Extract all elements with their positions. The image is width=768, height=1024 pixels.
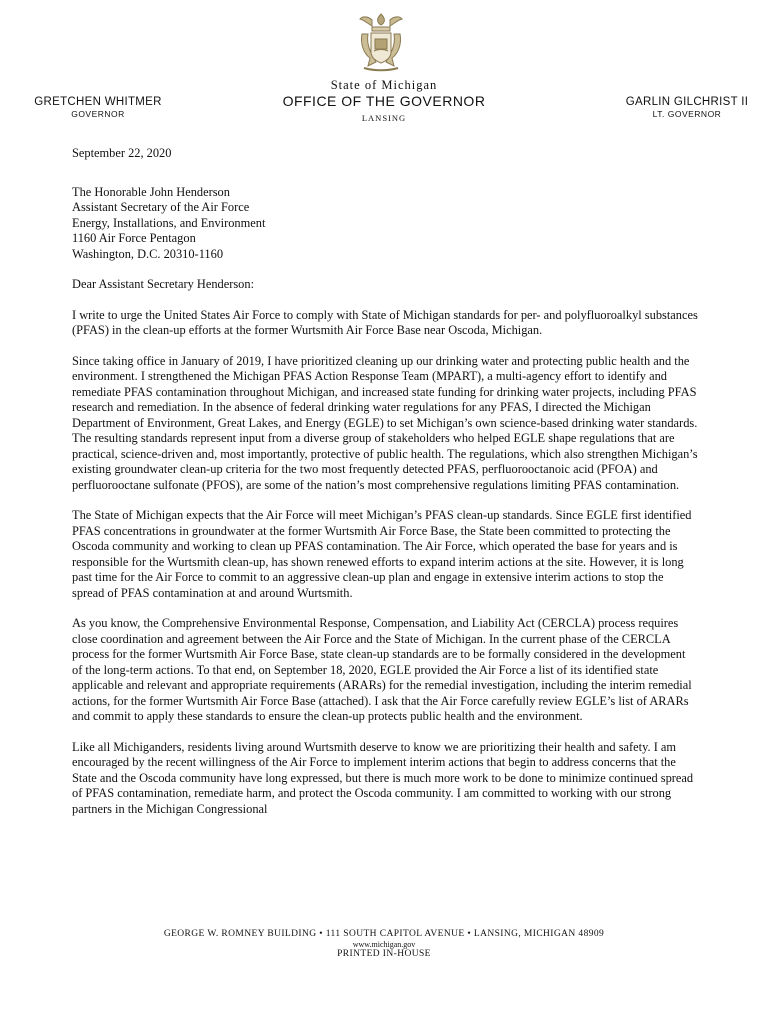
footer-printed: PRINTED IN-HOUSE	[337, 949, 431, 959]
letterhead-state: State of Michigan	[330, 78, 438, 92]
recipient-line: 1160 Air Force Pentagon	[72, 231, 196, 245]
letter-footer	[0, 929, 768, 959]
recipient-line: Energy, Installations, and Environment	[72, 215, 266, 230]
letterhead-city: LANSING	[361, 113, 407, 123]
michigan-state-seal-icon	[350, 10, 412, 72]
body-paragraph: The State of Michigan expects that the Air Force will meet Michigan’s PFAS clean-up standards. Since EGLE first identified PFAS concentrations in groundwater at the former Wurtsmith Air Force Base, the State been committed to protecting the Oscoda community and working to clean up PFAS contamination. The Air Force, which operated the base for years and is responsible for the Wurtsmith clean-up, has shown renewed efforts to expand interim actions at the site. However, it is long past time for the Air Force to commit to an aggressive clean-up plan and engage in extensive interim actions to stop the spread of PFAS contamination at and around Wurtsmith.	[72, 508, 692, 600]
lt-governor-name: GARLIN GILCHRIST II	[625, 96, 749, 108]
letter-date: September 22, 2020	[72, 146, 172, 160]
recipient-line: Washington, D.C. 20310-1160	[72, 246, 224, 261]
governor-title: GOVERNOR	[71, 109, 125, 119]
body-paragraph: As you know, the Comprehensive Environmental Response, Compensation, and Liability Act (CERCLA) process requires close coordination and agreement between the Air Force and the State of Michigan. In the current phase of the CERCLA process for the former Wurtsmith Air Force Base, state clean-up standards are to be formally considered in the development of the long-term actions. To that end, on September 18, 2020, EGLE provided the Air Force a list of its identified state applicable and relevant and appropriate requirements (ARARs) for the remedial investigation, including the interim remedial actions, for the former Wurtsmith Air Force Base (attached). I ask that the Air Force carefully review EGLE’s list of ARARs and commit to apply these standards to ensure the clean-up protects public health and the environment.	[72, 616, 692, 723]
letter-body	[72, 146, 698, 832]
recipient-line: The Honorable John Henderson	[72, 184, 230, 199]
salutation: Dear Assistant Secretary Henderson:	[72, 277, 255, 291]
lt-governor-title: LT. GOVERNOR	[652, 109, 722, 119]
body-paragraph: Since taking office in January of 2019, I have prioritized cleaning up our drinking water and protecting public health and the environment. I strengthened the Michigan PFAS Action Response Team (MPART), a multi-agency effort to identify and remediate PFAS contamination throughout Michigan, and increased state funding for drinking water projects, including PFAS research and remediation. In the absence of federal drinking water regulations for any PFAS, I directed the Michigan Department of Environment, Great Lakes, and Energy (EGLE) to set Michigan’s own science-based drinking water standards. The resulting standards represent input from a diverse group of stakeholders who helped EGLE shape regulations that are practical, science-driven and, most importantly, protective of public health. The regulations, which also strengthen Michigan’s existing groundwater clean-up criteria for the two most frequently detected PFAS, perfluorooctanoic acid (PFOA) and perfluorooctane sulfonate (PFOS), are some of the nation’s most comprehensive regulations limiting PFAS contamination.	[72, 353, 698, 492]
recipient-line: Assistant Secretary of the Air Force	[72, 200, 250, 214]
recipient-address	[72, 185, 698, 263]
body-paragraph: Like all Michiganders, residents living around Wurtsmith deserve to know we are prioritizing their health and safety. I am encouraged by the recent willingness of the Air Force to implement interim actions that begin to address concerns that the State and the Oscoda community have long expressed, but there is much more work to be done to minimize continued spread of PFAS contamination, remediate harm, and protect the Oscoda community. I am committed to working with our strong partners in the Michigan Congressional	[72, 739, 694, 816]
body-paragraph: I write to urge the United States Air Force to comply with State of Michigan standards for per- and polyfluoroalkyl substances (PFAS) in the clean-up efforts at the former Wurtsmith Air Force Base near Oscoda, Michigan.	[72, 307, 698, 337]
lt-governor-block	[622, 96, 752, 119]
footer-address: GEORGE W. ROMNEY BUILDING • 111 SOUTH CAPITOL AVENUE • LANSING, MICHIGAN 48909	[163, 929, 605, 939]
letterhead-office: OFFICE OF THE GOVERNOR	[282, 93, 486, 109]
footer-website: www.michigan.gov	[352, 940, 416, 949]
governor-block	[18, 96, 178, 119]
governor-name: GRETCHEN WHITMER	[34, 96, 162, 108]
